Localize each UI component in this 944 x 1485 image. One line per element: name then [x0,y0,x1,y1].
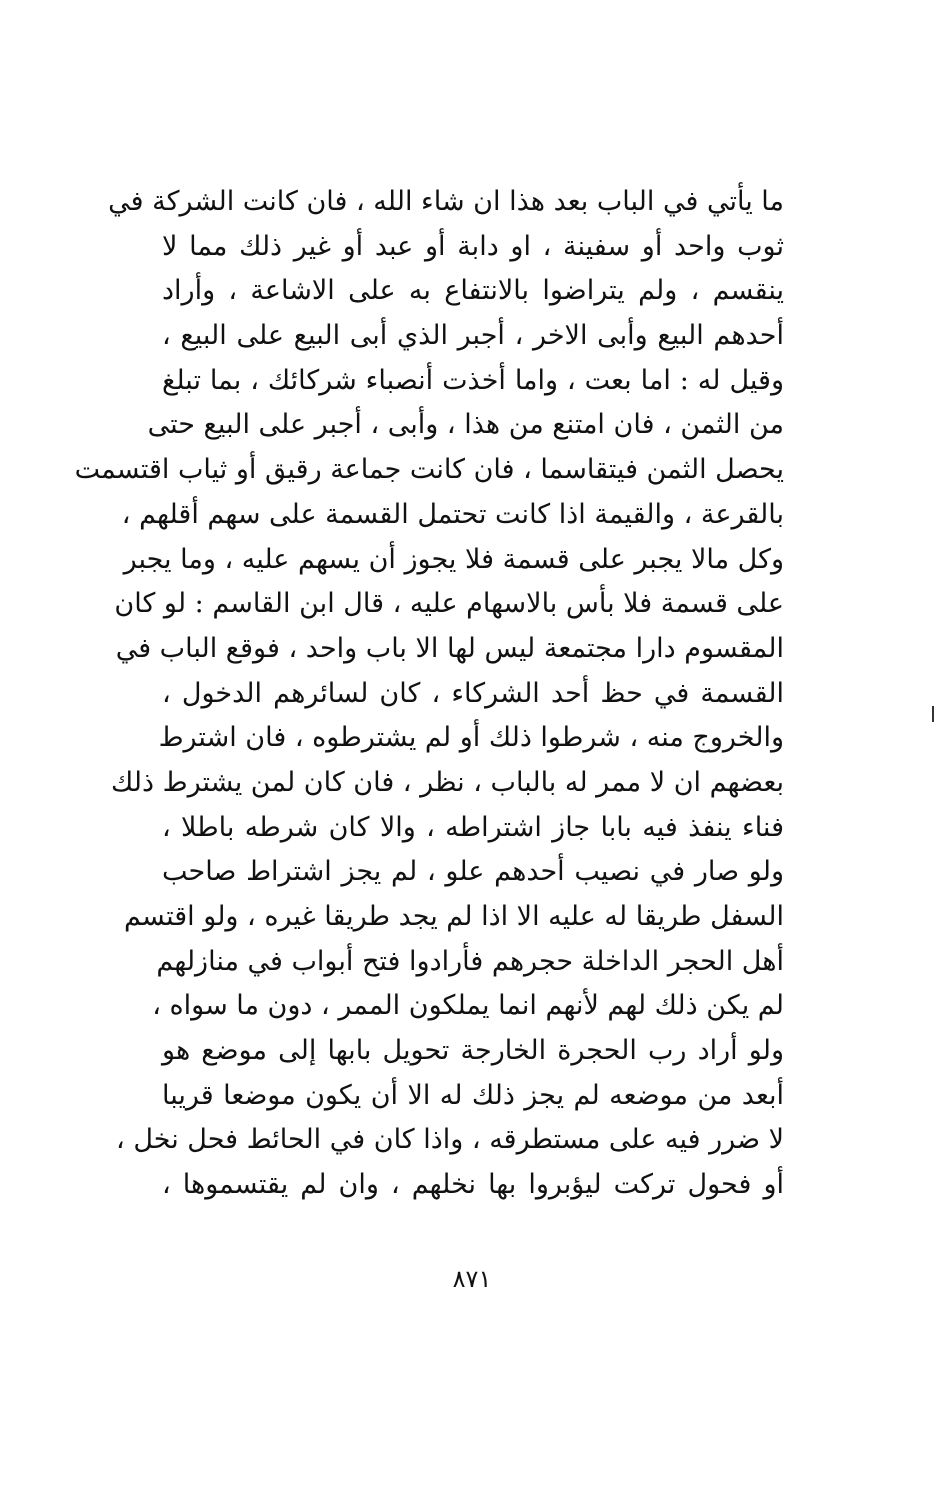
text-line: أو فحول تركت ليؤبروا بها نخلهم ، وان لم يقتسموها ، [162,1169,784,1201]
text-line: من الثمن ، فان امتنع من هذا ، وأبى ، أجبر على البيع حتى [147,409,784,441]
text-line: ولو أراد رب الحجرة الخارجة تحويل بابها إلى موضع هو [162,1035,784,1067]
text-line: ثوب واحد أو سفينة ، او دابة أو عبد أو غير ذلك مما لا [162,230,784,262]
text-line: ولو صار في نصيب أحدهم علو ، لم يجز اشتراط صاحب [162,856,784,888]
text-line: فناء ينفذ فيه بابا جاز اشتراطه ، والا كان شرطه باطلا ، [162,811,784,843]
text-line: ينقسم ، ولم يتراضوا بالانتفاع به على الاشاعة ، وأراد [162,275,784,307]
text-line: لم يكن ذلك لهم لأنهم انما يملكون الممر ، دون ما سواه ، [152,990,784,1022]
text-line: على قسمة فلا بأس بالاسهام عليه ، قال ابن القاسم : لو كان [114,588,784,620]
text-line: أحدهم البيع وأبى الاخر ، أجبر الذي أبى البيع على البيع ، [162,320,784,352]
text-line: بالقرعة ، والقيمة اذا كانت تحتمل القسمة على سهم أقلهم ، [121,498,784,530]
page-number: ٨٧١ [452,1265,492,1293]
text-line: بعضهم ان لا ممر له بالباب ، نظر ، فان كان لمن يشترط ذلك [111,766,784,798]
text-line: القسمة في حظ أحد الشركاء ، كان لسائرهم الدخول ، [162,677,784,709]
text-line: وقيل له : اما بعت ، واما أخذت أنصباء شركائك ، بما تبلغ [162,364,784,396]
text-line: أبعد من موضعه لم يجز ذلك له الا أن يكون موضعا قريبا [162,1079,784,1111]
body-text [74,180,784,1208]
text-line: لا ضرر فيه على مستطرقه ، واذا كان في الحائط فحل نخل ، [116,1124,784,1156]
margin-mark [932,706,934,722]
text-line: والخروج منه ، شرطوا ذلك أو لم يشترطوه ، فان اشترط [158,722,784,754]
text-line: يحصل الثمن فيتقاسما ، فان كانت جماعة رقيق أو ثياب اقتسمت [74,454,784,486]
text-line: المقسوم دارا مجتمعة ليس لها الا باب واحد ، فوقع الباب في [115,632,784,664]
text-line: وكل مالا يجبر على قسمة فلا يجوز أن يسهم عليه ، وما يجبر [123,543,784,575]
text-line: السفل طريقا له عليه الا اذا لم يجد طريقا غيره ، ولو اقتسم [124,901,784,932]
text-line: ما يأتي في الباب بعد هذا ان شاء الله ، فان كانت الشركة في [108,186,784,217]
text-line: أهل الحجر الداخلة حجرهم فأرادوا فتح أبواب في منازلهم [156,945,784,977]
